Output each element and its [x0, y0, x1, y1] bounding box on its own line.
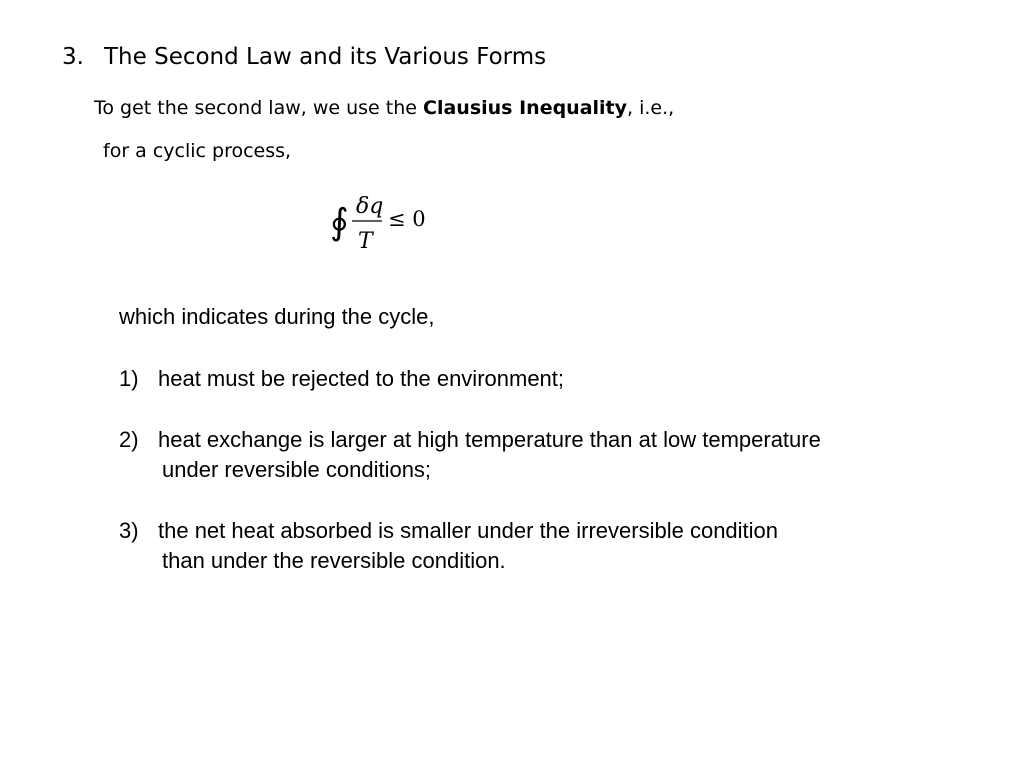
list-marker: 3): [119, 518, 139, 543]
list-item-text: heat exchange is larger at high temperature than at low temperature: [158, 427, 821, 452]
formula-numerator: δq: [356, 194, 384, 219]
intro-line-1: [94, 95, 674, 121]
lead-text: which indicates during the cycle,: [119, 304, 435, 329]
intro-text: To get the second law, we use the: [94, 97, 424, 119]
list-marker: 1): [119, 366, 139, 391]
formula-denominator: T: [358, 229, 373, 254]
formula-svg: [326, 186, 446, 266]
list-marker: 2): [119, 427, 139, 452]
list-item-continuation: under reversible conditions;: [162, 457, 432, 482]
list-item-text: the net heat absorbed is smaller under the irreversible condition: [158, 518, 779, 543]
intro-suffix: , i.e.,: [627, 97, 675, 119]
list-item-text: heat must be rejected to the environment;: [158, 366, 565, 391]
intro-line-2: for a cyclic process,: [103, 140, 292, 162]
list-item: [119, 425, 821, 485]
section-number: 3.: [62, 44, 84, 70]
contour-integral-sign: ∮: [330, 202, 349, 243]
list-item: [119, 516, 778, 576]
list-item: [119, 364, 564, 394]
formula-relation: ≤ 0: [388, 207, 426, 231]
list-item-continuation: than under the reversible condition.: [162, 548, 506, 573]
clausius-inequality-term: Clausius Inequality: [423, 97, 628, 119]
clausius-inequality-formula: [326, 186, 446, 266]
section-title: The Second Law and its Various Forms: [104, 44, 547, 70]
section-heading: [62, 42, 546, 72]
